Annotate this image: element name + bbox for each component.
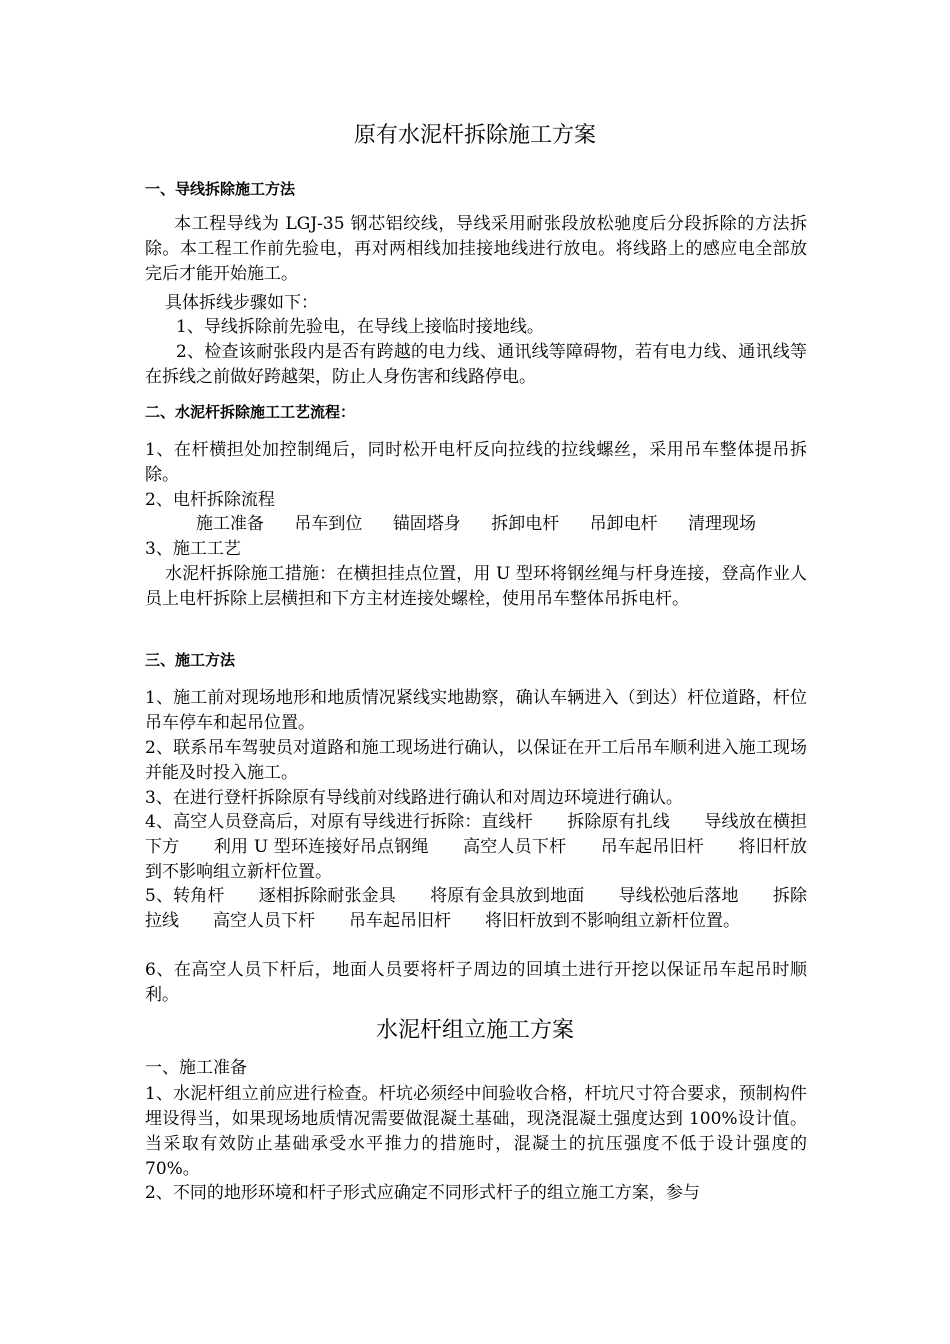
list-item: 2、不同的地形环境和杆子形式应确定不同形式杆子的组立施工方案，参与 [145,1183,700,1203]
paragraph: 本工程导线为 LGJ-35 钢芯铝绞线，导线采用耐张段放松驰度后分段拆除的方法拆除。本工程工作前先验电，再对两相线加挂接地线进行放电。将线路上的感应电全部放完后才能开始施工。 [145,214,807,284]
document-title-2: 水泥杆组立施工方案 [375,1018,574,1043]
list-item: 2、检查该耐张段内是否有跨越的电力线、通讯线等障碍物，若有电力线、通讯线等在拆线之前做好跨越架，防止人身伤害和线路停电。 [145,342,807,387]
section-heading-3: 三、施工方法 [145,651,236,669]
list-item: 3、施工工艺 [145,539,241,559]
process-step: 拆卸电杆 [491,514,560,534]
list-item: 4、高空人员登高后，对原有导线进行拆除：直线杆 拆除原有扎线 导线放在横担下方 利用 U 型环连接好吊点钢绳 高空人员下杆 吊车起吊旧杆 将旧杆放到不影响组立新杆位置。 [145,812,807,882]
process-step: 锚固塔身 [392,514,461,534]
list-item: 6、在高空人员下杆后，地面人员要将杆子周边的回填土进行开挖以保证吊车起吊时顺利。 [145,960,807,1005]
process-step: 吊车到位 [294,514,363,534]
list-item: 1、导线拆除前先验电，在导线上接临时接地线。 [176,317,544,337]
process-step: 清理现场 [688,514,757,534]
list-item: 5、转角杆 逐相拆除耐张金具 将原有金具放到地面 导线松弛后落地 拆除拉线 高空人员下杆 吊车起吊旧杆 将旧杆放到不影响组立新杆位置。 [145,886,807,931]
section-heading-4: 一、施工准备 [145,1058,247,1078]
list-item: 3、在进行登杆拆除原有导线前对线路进行确认和对周边环境进行确认。 [145,788,683,808]
section-heading-2: 二、水泥杆拆除施工工艺流程： [145,403,356,421]
list-item: 1、施工前对现场地形和地质情况紧线实地勘察，确认车辆进入（到达）杆位道路，杆位吊车停车和起吊位置。 [145,688,807,733]
process-step: 吊卸电杆 [589,514,658,534]
list-item: 1、水泥杆组立前应进行检查。杆坑必须经中间验收合格，杆坑尺寸符合要求，预制构件埋设得当，如果现场地质情况需要做混凝土基础，现浇混凝土强度达到 100%设计值。当采取有效防止基础承受水平推力的措施时，混凝土的抗压强度不低于设计强度的 70%。 [145,1084,807,1179]
process-step: 施工准备 [196,514,264,534]
document-title: 原有水泥杆拆除施工方案 [353,123,596,148]
section-heading-1: 一、导线拆除施工方法 [145,180,296,198]
paragraph: 水泥杆拆除施工措施：在横担挂点位置，用 U 型环将钢丝绳与杆身连接，登高作业人员上电杆拆除上层横担和下方主材连接处螺栓，使用吊车整体吊拆电杆。 [145,564,807,609]
paragraph: 具体拆线步骤如下： [165,293,318,313]
list-item: 2、联系吊车驾驶员对道路和施工现场进行确认，以保证在开工后吊车顺利进入施工现场并能及时投入施工。 [145,738,807,783]
process-steps [196,512,781,537]
list-item: 2、电杆拆除流程 [145,490,275,510]
list-item: 1、在杆横担处加控制绳后，同时松开电杆反向拉线的拉线螺丝，采用吊车整体提吊拆除。 [145,440,807,485]
